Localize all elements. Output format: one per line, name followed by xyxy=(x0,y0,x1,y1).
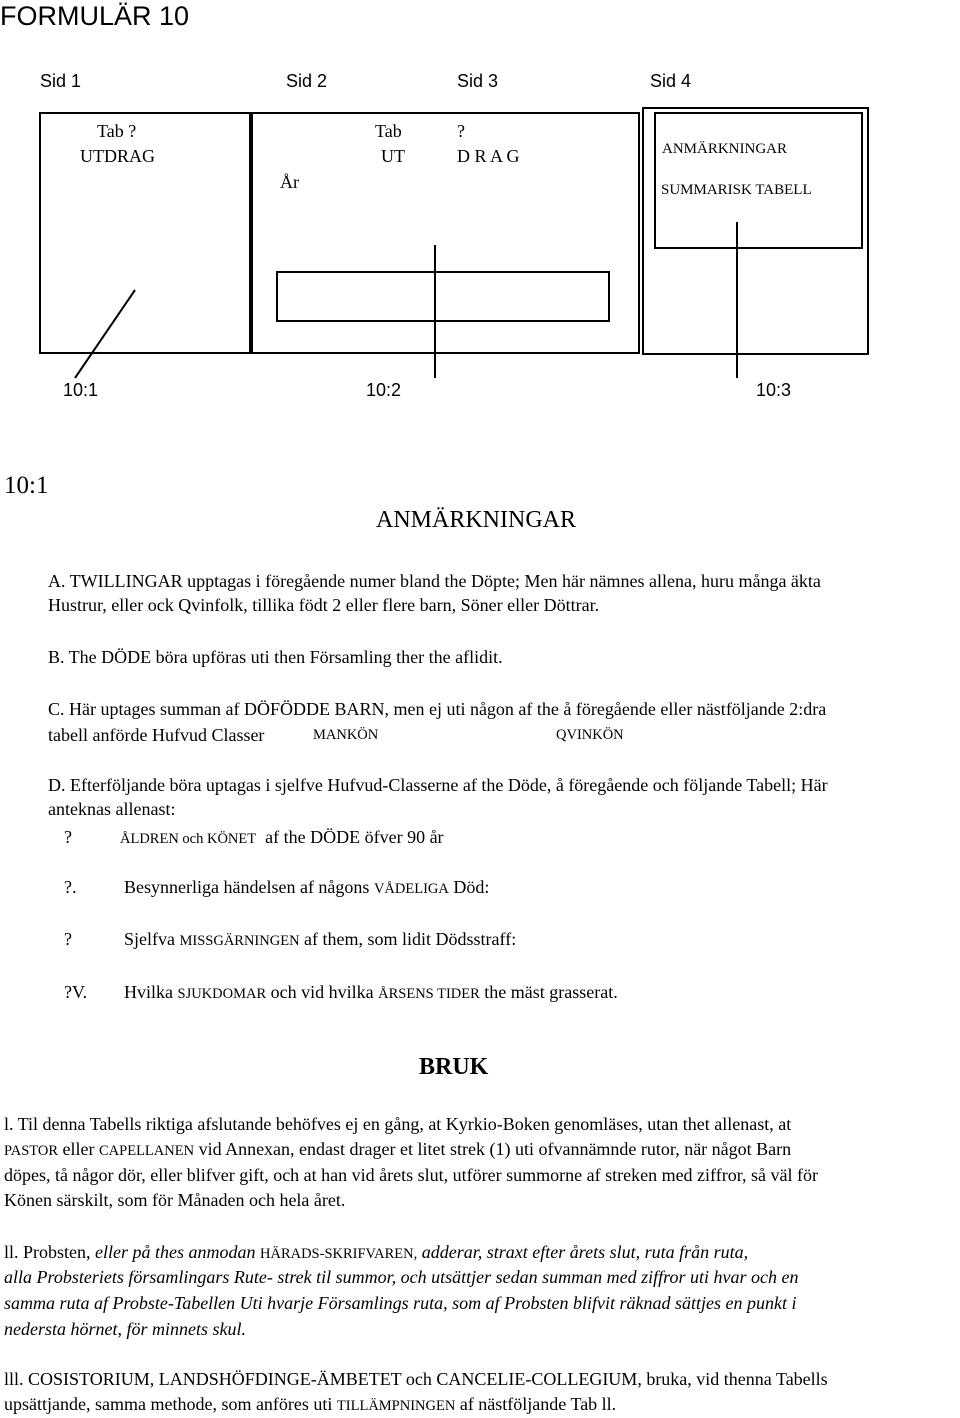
column-label-10-1: 10:1 xyxy=(63,380,99,400)
box2-drag: D R A G xyxy=(457,146,520,166)
pointer-line-1 xyxy=(75,290,135,378)
box2-ar: År xyxy=(280,172,299,192)
note-item-4-sc2: ÅRSENS TIDER xyxy=(378,986,480,1002)
box1-line2: UTDRAG xyxy=(80,146,155,166)
box1-line1: Tab ? xyxy=(97,121,137,141)
note-item-4 xyxy=(124,980,618,1006)
bruk-tillampningen: TILLÄMPNINGEN xyxy=(336,1398,456,1414)
note-c-line2: tabell anförde Hufvud Classer xyxy=(48,725,265,745)
box3-line1: ANMÄRKNINGAR xyxy=(662,141,788,157)
page-label-2: Sid 2 xyxy=(286,71,328,91)
note-item-2-pre: Besynnerliga händelsen af någons xyxy=(124,877,374,897)
note-item-4-sc: SJUKDOMAR xyxy=(177,986,267,1002)
note-c-qvinkon: QVINKÖN xyxy=(556,727,624,743)
bruk-p2-line3: samma ruta af Probste-Tabellen Uti hvarje Församlings ruta, som af Probsten blifvit räknad sättjes en punkt i xyxy=(4,1293,797,1313)
bruk-harads: HÄRADS-SKRIFVAREN, xyxy=(260,1246,418,1262)
bruk-p1-eller: eller xyxy=(58,1139,99,1159)
note-a-line2: Hustrur, eller ock Qvinfolk, tillika födt 2 eller flere barn, Söner eller Döttrar. xyxy=(48,595,600,615)
bruk-p3-pre: upsättjande, samma methode, som anföres uti xyxy=(4,1394,337,1414)
bruk-p2-line4: nedersta hörnet, för minnets skul. xyxy=(4,1319,246,1339)
note-item-4-post: the mäst grasserat. xyxy=(479,982,618,1002)
bruk-p2-adderar: adderar, straxt efter årets slut, ruta från ruta, xyxy=(417,1242,749,1262)
note-item-2-post: Död: xyxy=(453,877,490,897)
bruk-p3-post: af nästföljande Tab ll. xyxy=(455,1394,617,1414)
page-label-4: Sid 4 xyxy=(650,71,692,91)
bruk-p3-line2 xyxy=(4,1392,616,1418)
page-label-1: Sid 1 xyxy=(40,71,82,91)
note-item-4-pre: Hvilka xyxy=(124,982,178,1002)
note-item-2 xyxy=(124,875,489,901)
page-title: FORMULÄR 10 xyxy=(0,1,190,31)
note-d-line2: anteknas allenast: xyxy=(48,799,176,819)
form-diagram xyxy=(0,0,960,420)
page-label-3: Sid 3 xyxy=(457,71,499,91)
note-d-line1: D. Efterföljande böra uptagas i sjelfve Hufvud-Classerne af the Döde, å föregående och följande Tabell; Här xyxy=(48,775,828,795)
note-item-3-mark: ? xyxy=(64,929,72,949)
bruk-p1-line4: Könen särskilt, som för Månaden och hela året. xyxy=(4,1190,346,1210)
note-a-line1: A. TWILLINGAR upptagas i föregående numer bland the Döpte; Men här nämnes allena, huru många äkta xyxy=(48,571,821,591)
note-item-3-post: af them, som lidit Dödsstraff: xyxy=(299,929,517,949)
column-label-10-2: 10:2 xyxy=(366,380,402,400)
note-item-4-mark: ?V. xyxy=(64,982,88,1002)
bruk-p2-line2: alla Probsteriets församlingars Rute- strek til summor, och utsättjer sedan summan med ziffror uti hvar och en xyxy=(4,1267,799,1287)
bruk-p2-eller: eller på thes anmodan xyxy=(95,1242,260,1262)
section-number: 10:1 xyxy=(4,472,49,499)
note-item-2-mark: ?. xyxy=(64,877,77,897)
note-item-2-sc: VÅDELIGA xyxy=(373,881,449,897)
box2-q: ? xyxy=(457,121,465,141)
bruk-capellanen: CAPELLANEN xyxy=(99,1143,195,1159)
note-item-1-text: af the DÖDE öfver 90 år xyxy=(265,827,444,847)
box-ar xyxy=(277,272,609,321)
column-label-10-3: 10:3 xyxy=(756,380,792,400)
section-heading: ANMÄRKNINGAR xyxy=(376,507,577,533)
bruk-p1-line1: l. Til denna Tabells riktiga afslutande behöfves ej en gång, at Kyrkio-Boken genomläses, utan thet allenast, at xyxy=(4,1114,792,1134)
note-b: B. The DÖDE böra upföras uti then Församling ther the aflidit. xyxy=(48,647,503,667)
note-item-3-pre: Sjelfva xyxy=(124,929,180,949)
note-item-1-mark: ? xyxy=(64,827,72,847)
note-item-1-sc: ÅLDREN och KÖNET xyxy=(120,831,257,847)
note-item-1 xyxy=(120,825,444,851)
bruk-p3-line1: lll. COSISTORIUM, LANDSHÖFDINGE-ÄMBETET och CANCELIE-COLLEGIUM, bruka, vid thenna Tabells xyxy=(4,1369,828,1389)
note-item-4-mid: och vid hvilka xyxy=(266,982,379,1002)
box3-line2: SUMMARISK TABELL xyxy=(661,182,812,198)
box2-tab: Tab xyxy=(375,121,402,141)
box-anmarkningar xyxy=(655,113,862,248)
note-item-3 xyxy=(124,927,516,953)
box-ut-drag xyxy=(252,113,639,353)
bruk-pastor: PASTOR xyxy=(4,1143,59,1159)
note-c-line1: C. Här uptages summan af DÖFÖDDE BARN, men ej uti någon af the å föregående eller nästföljande 2:dra xyxy=(48,699,827,719)
box2-ut: UT xyxy=(381,146,405,166)
bruk-p1-line2 xyxy=(4,1137,791,1163)
note-item-3-sc: MISSGÄRNINGEN xyxy=(179,933,300,949)
bruk-p2-line1 xyxy=(4,1240,748,1266)
bruk-heading: BRUK xyxy=(419,1054,489,1080)
bruk-p1-rest: vid Annexan, endast drager et litet strek (1) uti ofvannämnde rutor, när något Barn xyxy=(194,1139,792,1159)
note-c-mankon: MANKÖN xyxy=(313,727,379,743)
bruk-p2-probsten: ll. Probsten, xyxy=(4,1242,96,1262)
bruk-p1-line3: döpes, tå någor dör, eller blifver gift, och at han vid årets slut, utförer summorne af streken med ziffror, så väl för xyxy=(4,1165,818,1185)
